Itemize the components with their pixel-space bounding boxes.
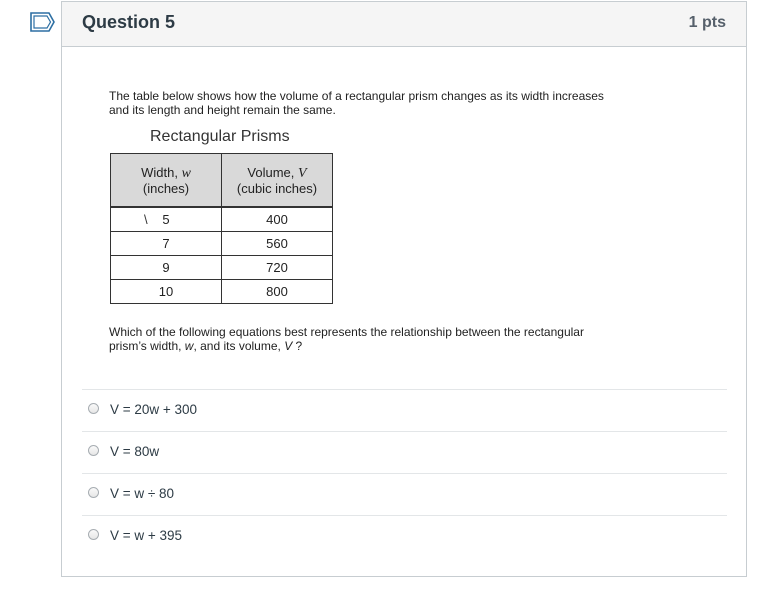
question-stem [109, 89, 699, 117]
cell-volume: 560 [222, 232, 333, 256]
answer-label[interactable]: V = 20w + 300 [110, 402, 198, 417]
answer-option[interactable] [82, 515, 727, 557]
answer-list [82, 389, 727, 557]
answer-label[interactable]: V = w + 395 [110, 528, 183, 543]
answer-label[interactable]: V = 80w [110, 444, 160, 459]
radio-button[interactable] [88, 445, 99, 456]
radio-button[interactable] [88, 487, 99, 498]
header-width: Width, w (inches) [111, 154, 222, 208]
answer-option[interactable] [82, 389, 727, 431]
cell-width: 5 [111, 207, 222, 232]
question-prompt [109, 325, 699, 353]
prompt-line-1: Which of the following equations best represents the relationship between the rectangular [109, 325, 584, 339]
var-v: V [298, 165, 307, 181]
question-title: Question 5 [82, 12, 176, 32]
prompt-line-2: prism’s width, w, and its volume, V ? [109, 339, 303, 353]
header-volume: Volume, V (cubic inches) [222, 154, 333, 208]
stem-line-2: and its length and height remain the same. [109, 103, 336, 117]
answer-option[interactable] [82, 473, 727, 515]
cell-width: 9 [111, 256, 222, 280]
table-row [111, 232, 333, 256]
flag-question-icon[interactable] [30, 12, 56, 32]
table-caption: Rectangular Prisms [150, 128, 290, 145]
cell-width: 10 [111, 280, 222, 304]
cell-volume: 400 [222, 207, 333, 232]
radio-button[interactable] [88, 529, 99, 540]
stem-line-1: The table below shows how the volume of a rectangular prism changes as its width increases [109, 89, 604, 103]
question-card [61, 1, 747, 577]
radio-button[interactable] [88, 403, 99, 414]
stray-backslash: \ [144, 212, 148, 227]
var-w: w [181, 165, 191, 181]
question-points: 1 pts [688, 14, 726, 31]
cell-volume: 800 [222, 280, 333, 304]
header-width-unit: (inches) [142, 180, 190, 196]
answer-label[interactable]: V = w ÷ 80 [110, 486, 175, 501]
table-row [111, 280, 333, 304]
prism-table [110, 153, 333, 304]
header-volume-unit: (cubic inches) [236, 180, 318, 196]
answer-option[interactable] [82, 431, 727, 473]
cell-volume: 720 [222, 256, 333, 280]
cell-width: 7 [111, 232, 222, 256]
table-row [111, 256, 333, 280]
question-header [62, 2, 746, 47]
